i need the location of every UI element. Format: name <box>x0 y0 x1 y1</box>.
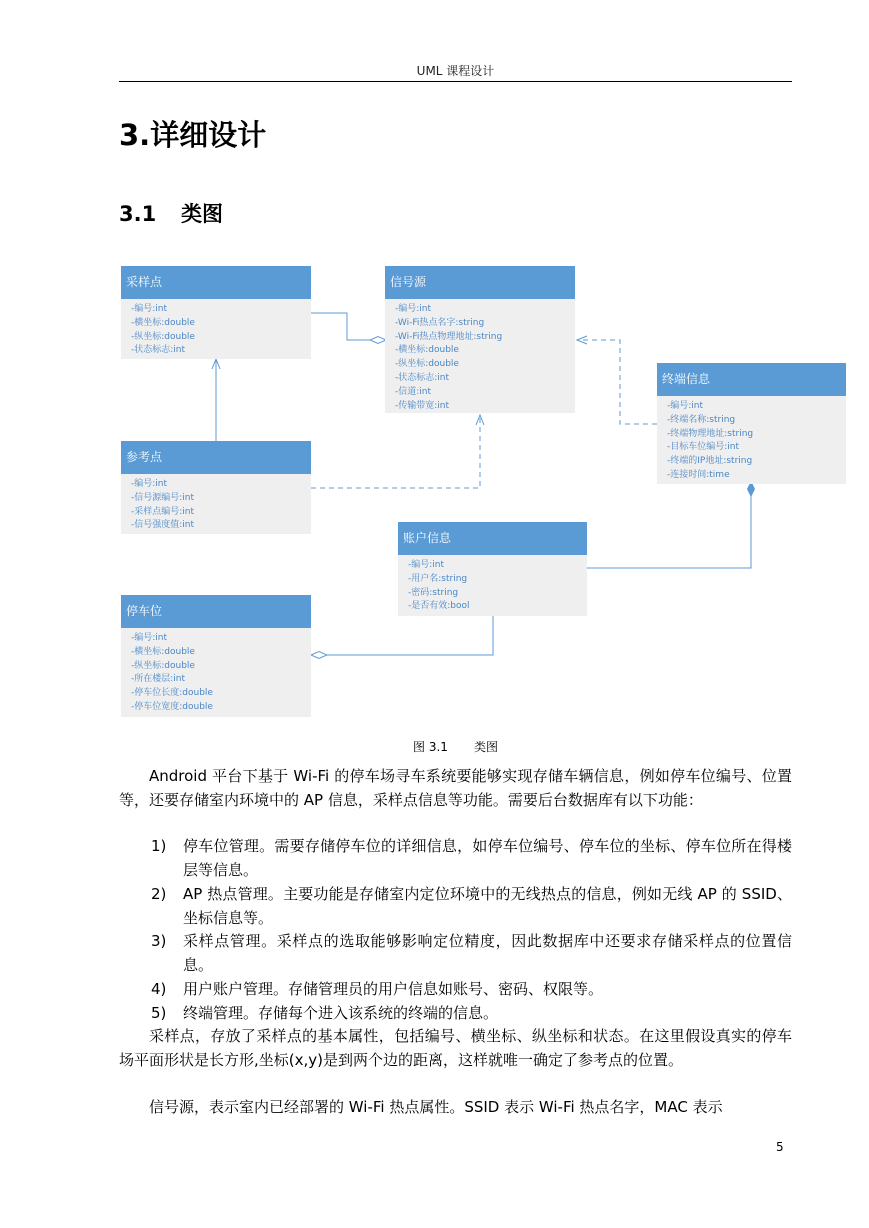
aggregation-diamond-parking <box>311 652 327 659</box>
list-number: 1) <box>151 837 167 855</box>
class-attribute: -编号:int <box>408 560 445 570</box>
class-title: 参考点 <box>121 441 311 474</box>
class-title: 终端信息 <box>657 363 846 396</box>
class-attributes <box>121 474 311 533</box>
class-attribute: -横坐标:double <box>131 317 195 328</box>
list-number: 5) <box>151 1004 167 1022</box>
class-attribute: -编号:int <box>131 479 168 489</box>
class-attribute: -编号:int <box>395 304 432 314</box>
page-header: UML 课程设计 <box>416 64 495 78</box>
class-attribute: -终端物理地址:string <box>667 428 754 439</box>
class-attribute: -编号:int <box>131 633 168 643</box>
aggregation-diamond-signal <box>370 337 386 344</box>
class-attributes <box>398 555 587 614</box>
list-text: 停车位管理。需要存储停车位的详细信息，如停车位编号、停车位的坐标、停车位所在得楼层等信息。 <box>183 837 792 879</box>
list-item <box>151 883 792 930</box>
list-text: 采样点管理。采样点的选取能够影响定位精度，因此数据库中还要求存储采样点的位置信息。 <box>183 932 792 974</box>
list-text: AP 热点管理。主要功能是存储室内定位环境中的无线热点的信息，例如无线 AP 的 SSID、坐标信息等。 <box>183 885 792 927</box>
signal-paragraph: 信号源，表示室内已经部署的 Wi-Fi 热点属性。SSID 表示 Wi-Fi 热点名字，MAC 表示 <box>149 1098 723 1116</box>
connector-reference-signal <box>311 415 480 488</box>
class-attribute: -Wi-Fi热点名字:string <box>395 317 485 328</box>
section-title: 类图 <box>181 202 223 226</box>
class-title: 信号源 <box>385 266 575 299</box>
class-attribute: -信道:int <box>395 386 432 397</box>
list-item <box>151 1002 792 1026</box>
class-attribute: -纵坐标:double <box>395 359 459 370</box>
list-number: 4) <box>151 980 167 998</box>
class-terminal-info <box>657 363 846 484</box>
figure-title: 类图 <box>473 740 498 754</box>
class-attributes <box>121 299 311 358</box>
class-attribute: -纵坐标:double <box>131 331 195 342</box>
class-attribute: -编号:int <box>131 304 168 314</box>
composition-diamond-terminal <box>748 482 755 496</box>
list-number: 3) <box>151 932 167 950</box>
class-attributes <box>657 396 846 483</box>
connector-sampling-signal <box>311 313 370 340</box>
connector-account-parking <box>327 616 493 655</box>
chapter-title: 3.详细设计 <box>119 118 267 152</box>
class-attribute: -纵坐标:double <box>131 660 195 671</box>
class-title: 停车位 <box>121 595 311 628</box>
class-attribute: -是否有效:bool <box>408 601 470 612</box>
class-attributes <box>385 299 575 413</box>
list-number: 2) <box>151 885 167 903</box>
connector-terminal-signal <box>577 340 657 424</box>
class-attribute: -信号源编号:int <box>131 492 195 503</box>
sampling-paragraph: 采样点，存放了采样点的基本属性，包括编号、横坐标、纵坐标和状态。在这里假设真实的停车场平面形状是长方形,坐标(x,y)是到两个边的距离，这样就唯一确定了参考点的位置。 <box>119 1027 792 1069</box>
list-item <box>151 978 792 1002</box>
class-account-info <box>398 522 587 616</box>
class-attribute: -连接时间:time <box>667 469 730 480</box>
class-attribute: -传输带宽:int <box>395 400 450 411</box>
class-attribute: -状态标志:int <box>131 345 186 356</box>
class-title: 账户信息 <box>398 522 587 555</box>
class-attribute: -停车位宽度:double <box>131 701 213 712</box>
class-attribute: -状态标志:int <box>395 372 450 383</box>
class-attribute: -用户名:string <box>408 573 468 584</box>
class-attribute: -终端的IP地址:string <box>667 456 753 467</box>
figure-number: 图 3.1 <box>413 740 448 754</box>
class-title: 采样点 <box>121 266 311 299</box>
class-attribute: -横坐标:double <box>395 345 459 356</box>
class-sampling-point <box>121 266 311 359</box>
class-attribute: -目标车位编号:int <box>667 442 740 453</box>
class-signal-source <box>385 266 575 413</box>
class-attribute: -采样点编号:int <box>131 506 195 517</box>
class-attribute: -信号强度值:int <box>131 520 195 531</box>
list-item <box>151 930 792 977</box>
list-item <box>151 835 792 882</box>
class-parking-space <box>121 595 311 717</box>
class-attribute: -编号:int <box>667 401 704 411</box>
intro-paragraph: Android 平台下基于 Wi-Fi 的停车场寻车系统要能够实现存储车辆信息，例如停车位编号、位置等，还要存储室内环境中的 AP 信息，采样点信息等功能。需要后台数据库有以下功能： <box>119 767 792 809</box>
class-attribute: -停车位长度:double <box>131 688 213 699</box>
section-number: 3.1 <box>119 202 157 226</box>
page-number: 5 <box>776 1140 784 1154</box>
class-reference-point <box>121 441 311 534</box>
list-text: 终端管理。存储每个进入该系统的终端的信息。 <box>183 1004 499 1022</box>
connector-account-terminal <box>587 496 751 568</box>
class-attribute: -终端名称:string <box>667 414 736 425</box>
class-attributes <box>121 628 311 715</box>
class-attribute: -所在楼层:int <box>131 674 186 685</box>
class-attribute: -Wi-Fi热点物理地址:string <box>395 331 503 342</box>
class-attribute: -横坐标:double <box>131 646 195 657</box>
list-text: 用户账户管理。存储管理员的用户信息如账号、密码、权限等。 <box>183 980 604 998</box>
class-attribute: -密码:string <box>408 587 459 598</box>
figure-caption <box>119 738 792 755</box>
